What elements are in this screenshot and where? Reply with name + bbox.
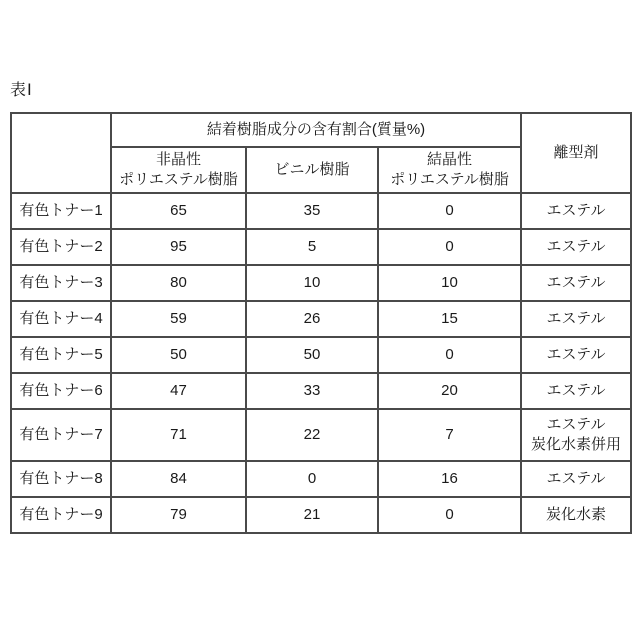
cell-release-agent: エステル bbox=[521, 337, 631, 373]
table-row bbox=[11, 461, 631, 497]
cell-amorphous-polyester: 47 bbox=[111, 373, 246, 409]
binder-resin-group-header: 結着樹脂成分の含有割合(質量%) bbox=[111, 113, 521, 147]
row-label: 有色トナー7 bbox=[11, 409, 111, 461]
cell-release-agent: エステル bbox=[521, 373, 631, 409]
row-label: 有色トナー6 bbox=[11, 373, 111, 409]
cell-crystalline-polyester: 0 bbox=[378, 229, 521, 265]
cell-amorphous-polyester: 95 bbox=[111, 229, 246, 265]
table-row bbox=[11, 409, 631, 461]
cell-amorphous-polyester: 84 bbox=[111, 461, 246, 497]
corner-cell bbox=[11, 113, 111, 193]
cell-amorphous-polyester: 80 bbox=[111, 265, 246, 301]
cell-amorphous-polyester: 71 bbox=[111, 409, 246, 461]
row-label: 有色トナー8 bbox=[11, 461, 111, 497]
table-body bbox=[11, 193, 631, 533]
cell-crystalline-polyester: 20 bbox=[378, 373, 521, 409]
cell-amorphous-polyester: 79 bbox=[111, 497, 246, 533]
cell-crystalline-polyester: 0 bbox=[378, 497, 521, 533]
table-row bbox=[11, 497, 631, 533]
cell-vinyl-resin: 0 bbox=[246, 461, 378, 497]
cell-release-agent: 炭化水素 bbox=[521, 497, 631, 533]
col-header-amorphous-polyester: 非晶性 ポリエステル樹脂 bbox=[111, 147, 246, 193]
toner-composition-table bbox=[10, 112, 632, 534]
cell-release-agent: エステル bbox=[521, 229, 631, 265]
cell-release-agent: エステル bbox=[521, 461, 631, 497]
table-row bbox=[11, 301, 631, 337]
col-header-vinyl-resin: ビニル樹脂 bbox=[246, 147, 378, 193]
cell-vinyl-resin: 21 bbox=[246, 497, 378, 533]
cell-crystalline-polyester: 10 bbox=[378, 265, 521, 301]
table-title: 表Ⅰ bbox=[10, 82, 33, 99]
cell-vinyl-resin: 22 bbox=[246, 409, 378, 461]
table-row bbox=[11, 229, 631, 265]
row-label: 有色トナー9 bbox=[11, 497, 111, 533]
cell-amorphous-polyester: 65 bbox=[111, 193, 246, 229]
header-group-row bbox=[11, 113, 631, 147]
cell-crystalline-polyester: 0 bbox=[378, 193, 521, 229]
cell-vinyl-resin: 50 bbox=[246, 337, 378, 373]
cell-vinyl-resin: 10 bbox=[246, 265, 378, 301]
row-label: 有色トナー2 bbox=[11, 229, 111, 265]
table-row bbox=[11, 193, 631, 229]
table-row bbox=[11, 265, 631, 301]
row-label: 有色トナー5 bbox=[11, 337, 111, 373]
cell-amorphous-polyester: 59 bbox=[111, 301, 246, 337]
cell-vinyl-resin: 5 bbox=[246, 229, 378, 265]
cell-release-agent: エステル bbox=[521, 301, 631, 337]
cell-crystalline-polyester: 16 bbox=[378, 461, 521, 497]
cell-vinyl-resin: 26 bbox=[246, 301, 378, 337]
cell-vinyl-resin: 35 bbox=[246, 193, 378, 229]
table-row bbox=[11, 373, 631, 409]
cell-vinyl-resin: 33 bbox=[246, 373, 378, 409]
cell-release-agent: エステル 炭化水素併用 bbox=[521, 409, 631, 461]
row-label: 有色トナー1 bbox=[11, 193, 111, 229]
cell-crystalline-polyester: 15 bbox=[378, 301, 521, 337]
col-header-crystalline-polyester: 結晶性 ポリエステル樹脂 bbox=[378, 147, 521, 193]
row-label: 有色トナー4 bbox=[11, 301, 111, 337]
cell-crystalline-polyester: 7 bbox=[378, 409, 521, 461]
cell-release-agent: エステル bbox=[521, 265, 631, 301]
table-row bbox=[11, 337, 631, 373]
cell-amorphous-polyester: 50 bbox=[111, 337, 246, 373]
cell-crystalline-polyester: 0 bbox=[378, 337, 521, 373]
table-header bbox=[11, 113, 631, 193]
release-agent-header: 離型剤 bbox=[521, 113, 631, 193]
row-label: 有色トナー3 bbox=[11, 265, 111, 301]
cell-release-agent: エステル bbox=[521, 193, 631, 229]
